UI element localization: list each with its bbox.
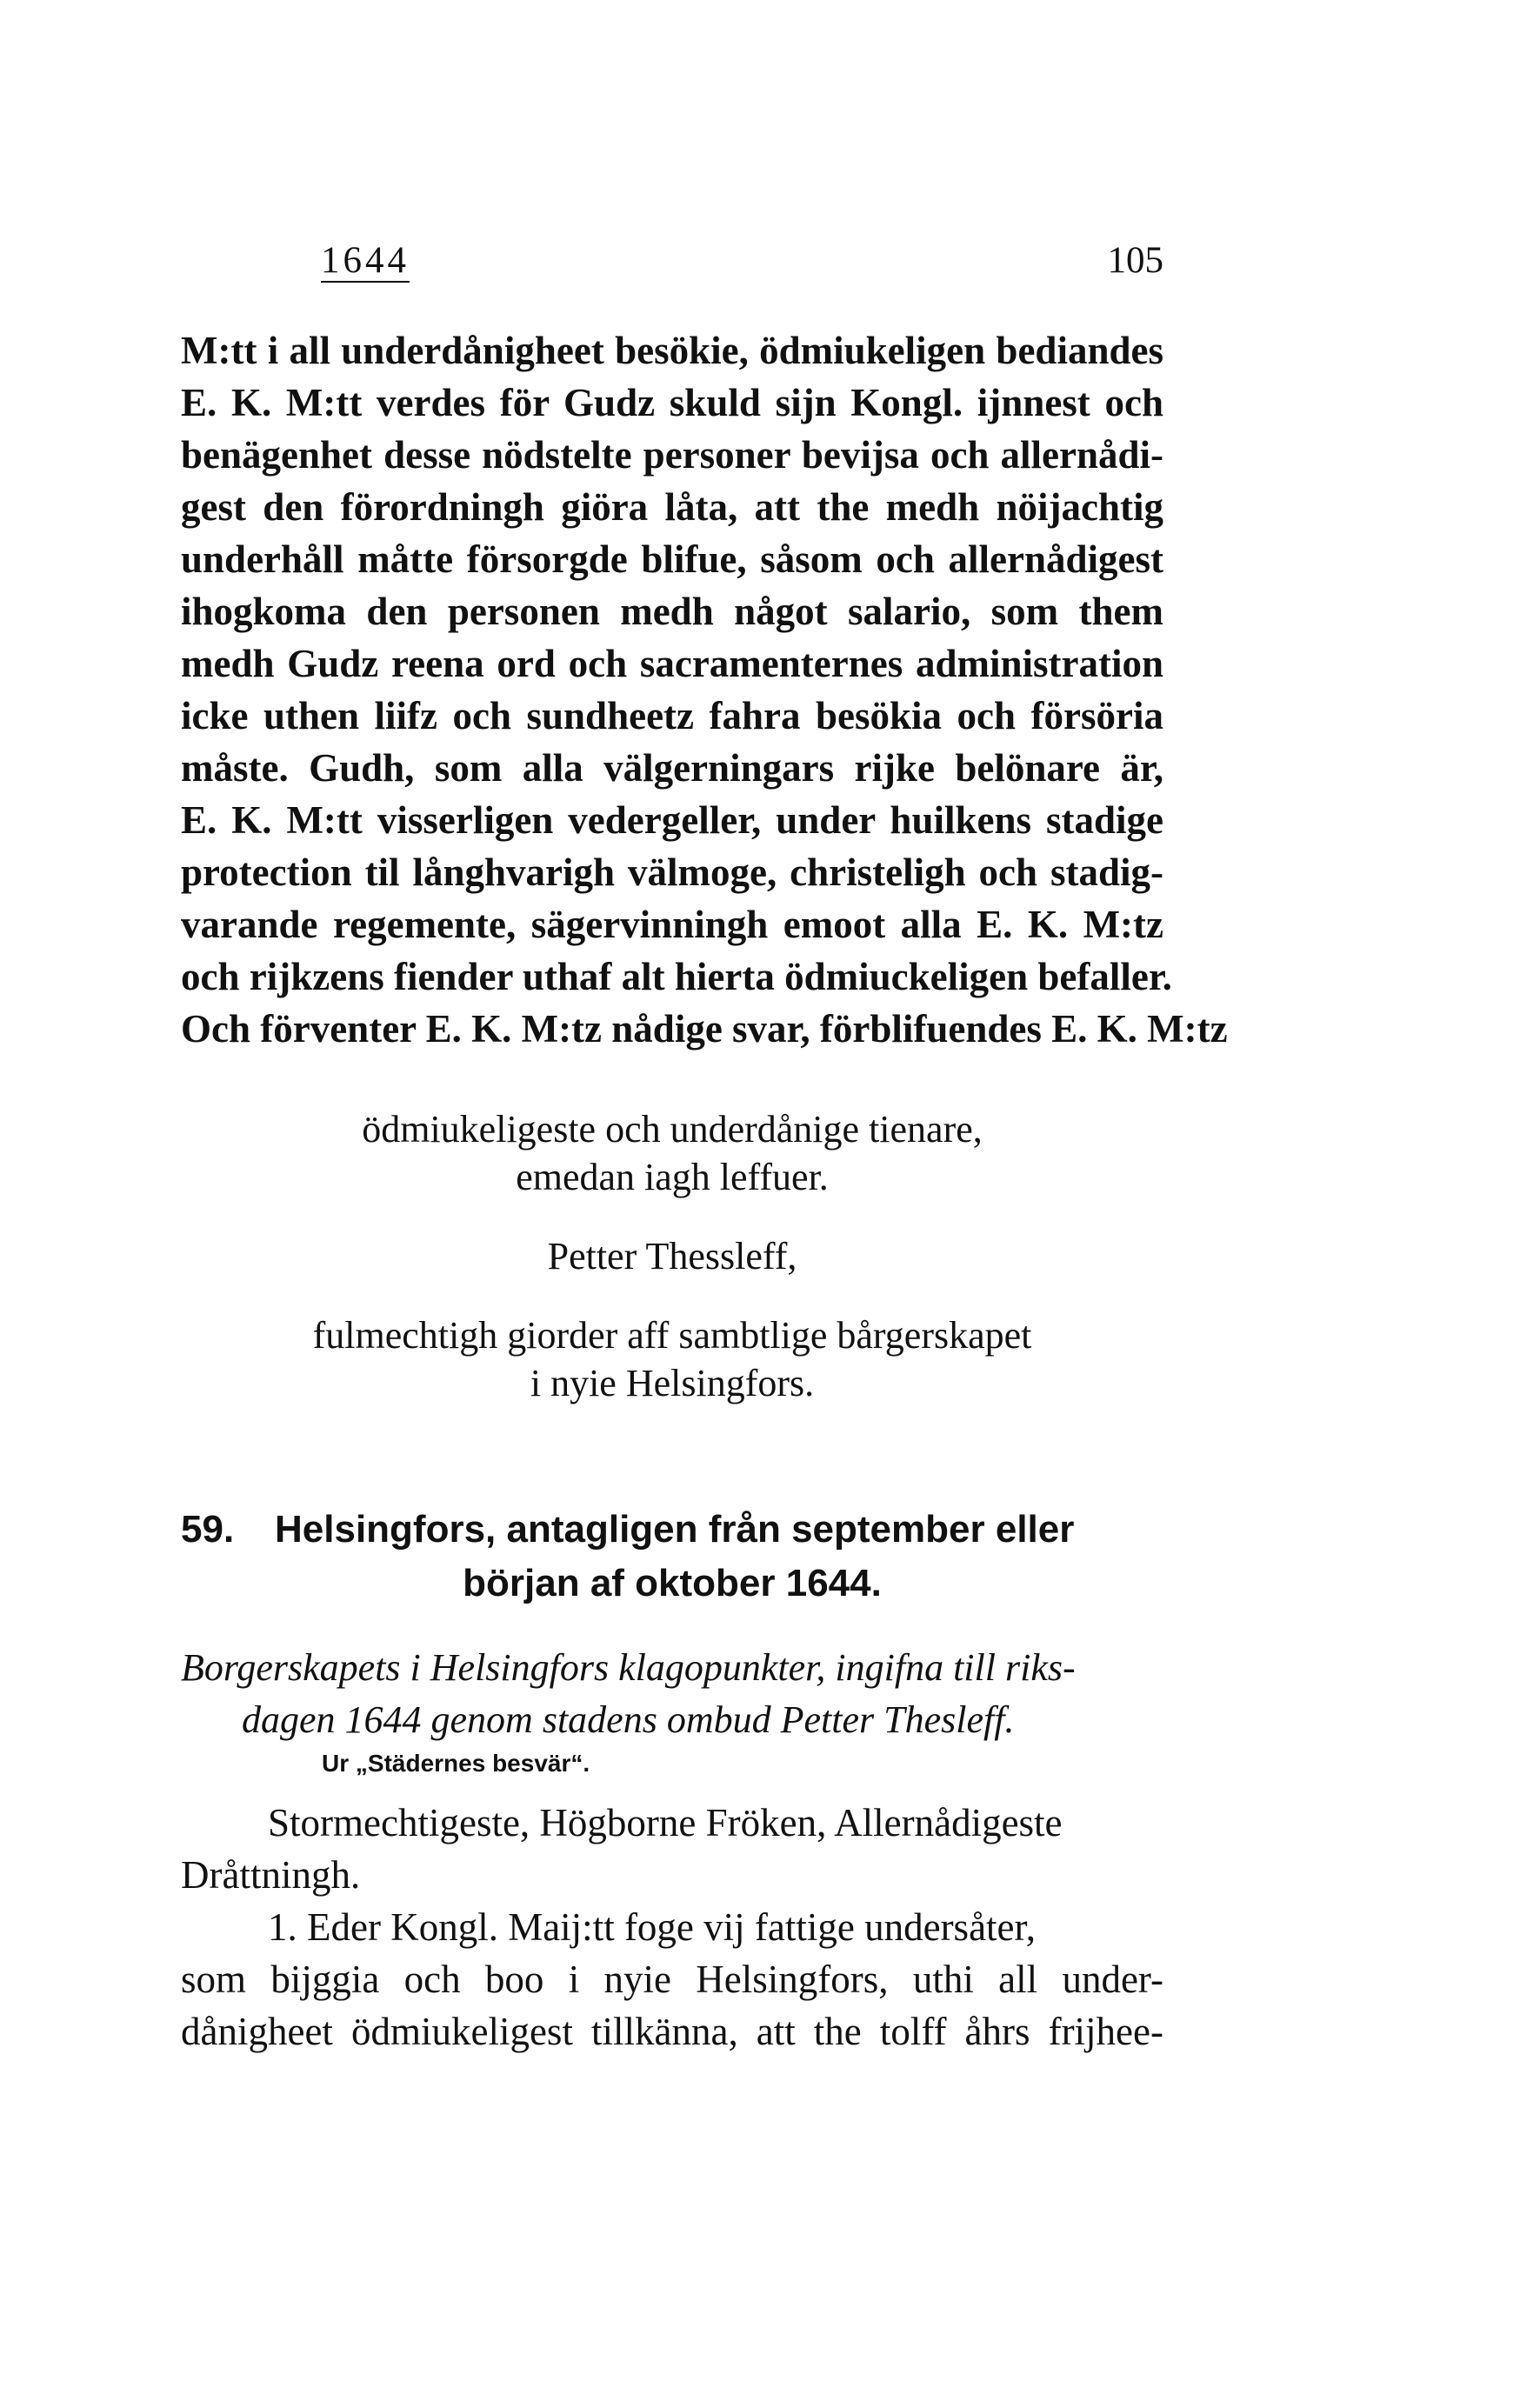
text-line: underhåll måtte försorgde blifue, såsom och allernådigest [181, 537, 1163, 581]
section-title-line: början af oktober 1644. [463, 1562, 882, 1604]
text-line: icke uthen liifz och sundheetz fahra besökia och försöria [181, 694, 1163, 737]
source-note: Ur „Städernes besvär“. [322, 1750, 590, 1777]
letter-body [181, 324, 1228, 1055]
letter-closing [181, 1105, 1163, 1407]
text-line: benägenhet desse nödstelte personer bevijsa och allernådi- [181, 433, 1163, 477]
text-line: gest den förordningh giöra låta, att the medh nöijachtig [181, 485, 1163, 529]
closing-line: emedan iagh leffuer. [516, 1156, 829, 1198]
paragraph-line: som bijggia och boo i nyie Helsingfors, uthi all under- [181, 1958, 1163, 2001]
section-number: 59. [181, 1508, 235, 1551]
signatory-role [181, 1311, 1163, 1407]
page-header [181, 239, 1163, 291]
paragraph-line: 1. Eder Kongl. Maij:tt foge vij fattige undersåter, [268, 1905, 1036, 1949]
text-line: och rijkzens fiender uthaf alt hierta ödmiuckeligen befaller. [181, 955, 1172, 998]
text-line: E. K. M:tt visserligen vedergeller, under huilkens stadige [181, 798, 1163, 842]
text-line: ihogkoma den personen medh något salario, som them [181, 590, 1163, 633]
document-text [181, 1797, 1163, 2058]
summary-line: Borgerskapets i Helsingfors klagopunkter, ingifna till riks- [181, 1646, 1076, 1689]
salutation-line: Dråttningh. [181, 1853, 361, 1897]
book-page [181, 239, 1228, 2058]
role-line: fulmechtigh giorder aff sambtlige bårgerskapet [312, 1314, 1032, 1357]
text-line: Och förventer E. K. M:tz nådige svar, förblifuendes E. K. M:tz [181, 1007, 1228, 1051]
salutation-line: Stormechtigeste, Högborne Fröken, Allernådigeste [268, 1801, 1063, 1844]
text-line: E. K. M:tt verdes för Gudz skuld sijn Kongl. ijnnest och [181, 381, 1163, 424]
text-line: varande regemente, sägervinningh emoot alla E. K. M:tz [181, 903, 1163, 946]
closing-formula [181, 1105, 1163, 1201]
summary-line: dagen 1644 genom stadens ombud Petter Thesleff. [242, 1698, 1015, 1741]
text-line: medh Gudz reena ord och sacramenternes administration [181, 642, 1163, 685]
role-line: i nyie Helsingfors. [530, 1362, 815, 1404]
closing-line: ödmiukeligeste och underdånige tienare, [362, 1108, 983, 1151]
signature: Petter Thessleff, [547, 1235, 797, 1277]
section-title-line: Helsingfors, antagligen från september eller [275, 1508, 1075, 1551]
paragraph-line: dånigheet ödmiukeligest tillkänna, att the tolff åhrs frijhee- [181, 2010, 1163, 2053]
page-number: 105 [1107, 240, 1163, 281]
text-line: protection til långhvarigh välmoge, christeligh och stadig- [181, 850, 1163, 894]
document-summary [181, 1642, 1163, 1746]
running-head-year: 1644 [321, 240, 410, 281]
text-line: M:tt i all underdånigheet besökie, ödmiukeligen bediandes [181, 329, 1163, 372]
section-heading [181, 1503, 1163, 1611]
text-line: måste. Gudh, som alla välgerningars rijke belönare är, [181, 746, 1163, 790]
